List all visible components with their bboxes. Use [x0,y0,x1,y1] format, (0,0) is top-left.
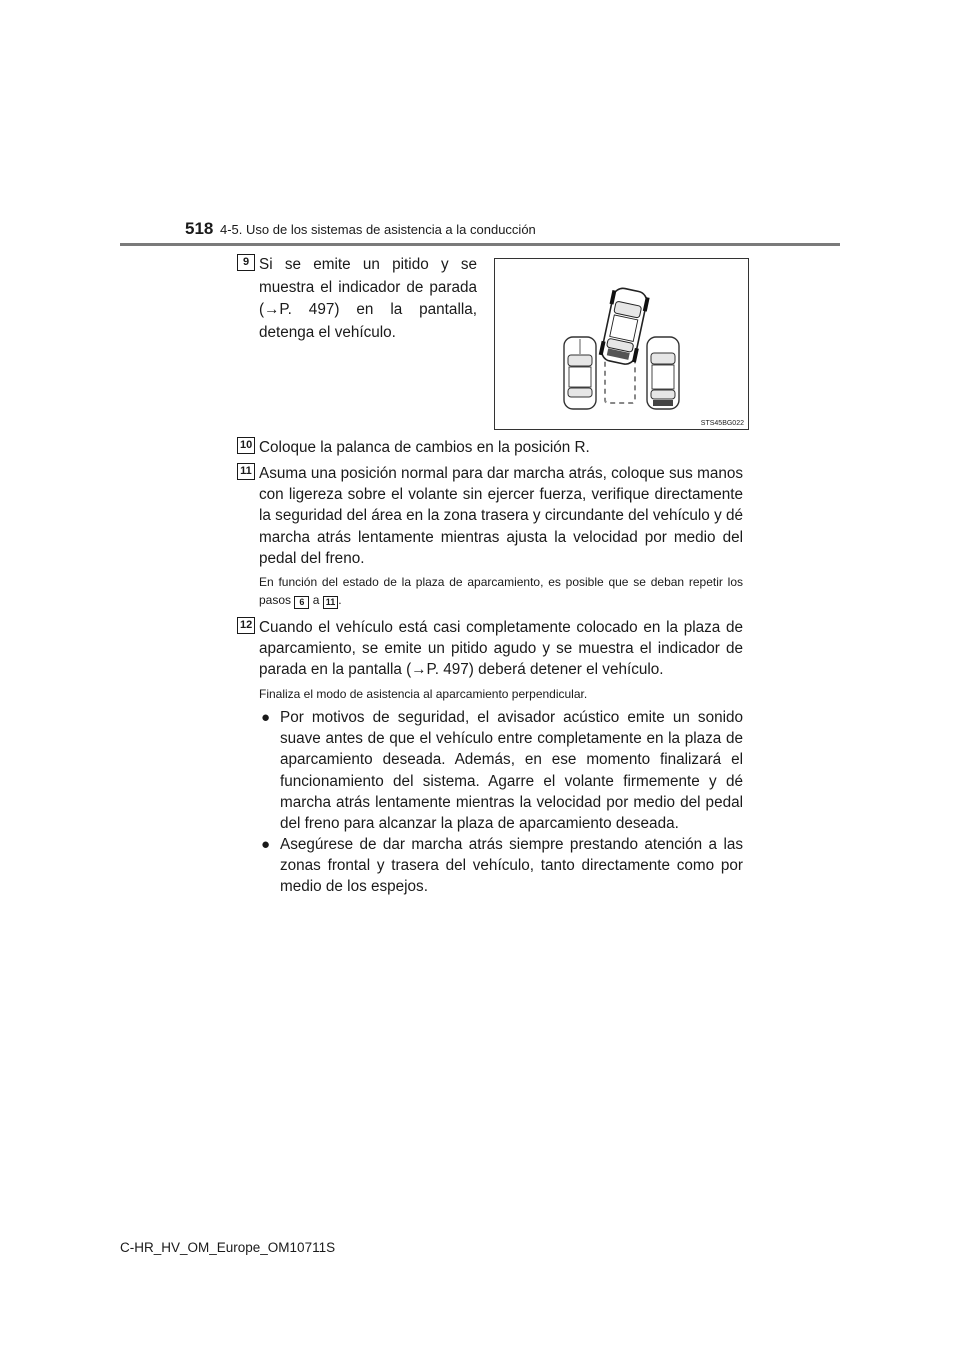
step-text: Cuando el vehículo está casi completamente colocado en la plaza de aparcamiento, se emite un pitido agudo y se muestra el indicador de parada en la pantalla (→P. 497) deberá detener el vehículo. [259,619,743,679]
bullet-icon: ● [261,709,271,726]
mode-end-note: Finaliza el modo de asistencia al aparcamiento perpendicular. [259,687,588,701]
bullet-text: Asegúrese de dar marcha atrás siempre prestando atención a las zonas frontal y trasera del vehículo, tanto directamente como por medio de los espejos. [280,836,743,896]
step-number-box: 9 [237,254,255,271]
note-connector: a [312,593,320,607]
bullet-icon: ● [261,836,271,853]
footer-doc-id: C-HR_HV_OM_Europe_OM10711S [120,1240,336,1255]
step-ref-box: 6 [294,596,309,609]
parked-car-left [564,337,596,409]
step-number-box: 10 [237,437,255,454]
figure-code: STS45BG022 [700,420,744,427]
step-text: Coloque la palanca de cambios en la posición R. [259,439,590,456]
parking-diagram [495,259,748,429]
step-number-box: 11 [237,463,255,480]
bullet-text: Por motivos de seguridad, el avisador acústico emite un sonido suave antes de que el vehículo entre completamente en la plaza de aparcamiento deseada. Además, en ese momento finalizará el funcionamiento del sistema. Agarre el volante firmemente y dé marcha atrás lentamente mientras la velocidad por medio del pedal del freno para alcanzar la plaza de aparcamiento deseada. [280,709,743,833]
repeat-steps-note [259,573,743,609]
step-number-box: 12 [237,617,255,634]
parking-illustration [494,258,749,430]
note-end-punct: . [338,593,342,607]
parked-car-right [647,337,679,409]
page-number: 518 [185,219,214,238]
step-text: Asuma una posición normal para dar marcha atrás, coloque sus manos con ligereza sobre el volante sin ejercer fuerza, verifique directamente la seguridad del área en la zona trasera y circundante del vehículo y dé marcha atrás lentamente mientras ajusta la velocidad por medio del pedal del freno. [259,465,743,567]
header-rule [120,243,840,246]
note-text: En función del estado de la plaza de aparcamiento, es posible que se deban repetir los pasos [259,575,743,607]
step-ref-box: 11 [323,596,339,609]
section-title: 4-5. Uso de los sistemas de asistencia a la conducción [220,222,536,237]
step-text: Si se emite un pitido y se muestra el indicador de parada (→P. 497) en la pantalla, detenga el vehículo. [259,256,477,341]
maneuvering-car [598,286,651,366]
